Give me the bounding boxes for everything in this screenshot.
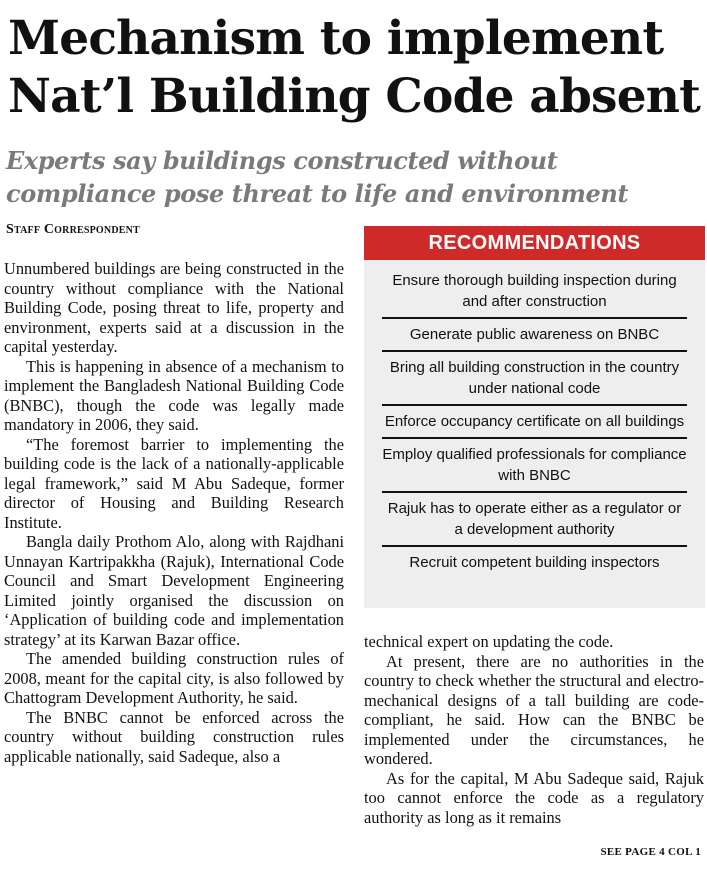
continuation-note: SEE PAGE 4 COL 1 [600,846,701,858]
recommendation-item: Bring all building construction in the country under national code [382,352,687,406]
article-paragraph: At present, there are no authorities in the country to check whether the structural and electro-mechanical designs of a tall building are code-compliant, he said. How can the BNBC be implemented under the circumstances, he wondered. [364,651,704,768]
recommendation-item: Employ qualified professionals for compliance with BNBC [382,439,687,493]
headline: Mechanism to implement Nat’l Building Code absent [8,11,701,124]
article-column-right [364,632,704,827]
article-column-left [4,259,344,766]
article-paragraph: As for the capital, M Abu Sadeque said, Rajuk too cannot enforce the code as a regulatory authority as long as it remains [364,768,704,827]
subheadline: Experts say buildings constructed without compliance pose threat to life and environment [6,146,629,208]
recommendation-item: Ensure thorough building inspection during and after construction [382,260,687,319]
article-paragraph: Bangla daily Prothom Alo, along with Rajdhani Unnayan Kartripakkha (Rajuk), International Code Council and Smart Development Engineering Limited jointly organised the discussion on ‘Application of building code and implementation strategy’ at its Karwan Bazar office. [4,532,344,649]
recommendation-item: Enforce occupancy certificate on all buildings [382,406,687,439]
article-paragraph: The BNBC cannot be enforced across the country without building construction rules applicable nationally, said Sadeque, also a [4,707,344,766]
byline: Staff Correspondent [6,222,140,237]
article-paragraph: Unnumbered buildings are being constructed in the country without compliance with the National Building Code, posing threat to life, property and environment, experts said at a discussion in the capital yesterday. [4,259,344,356]
article-paragraph: technical expert on updating the code. [364,632,614,651]
recommendations-list [364,260,705,578]
recommendation-item: Recruit competent building inspectors [409,554,660,571]
recommendations-box [364,226,705,608]
recommendation-item: Generate public awareness on BNBC [382,319,687,352]
recommendations-title: RECOMMENDATIONS [364,226,705,260]
article-paragraph: “The foremost barrier to implementing the building code is the lack of a nationally-applicable legal framework,” said M Abu Sadeque, former director of Housing and Building Research Institute. [4,434,344,532]
article-paragraph: This is happening in absence of a mechanism to implement the Bangladesh National Building Code (BNBC), though the code was legally made mandatory in 2006, they said. [4,356,344,434]
recommendation-item: Rajuk has to operate either as a regulator or a development authority [382,493,687,547]
article-paragraph: The amended building construction rules of 2008, meant for the capital city, is also followed by Chattogram Development Authority, he said. [4,649,344,707]
